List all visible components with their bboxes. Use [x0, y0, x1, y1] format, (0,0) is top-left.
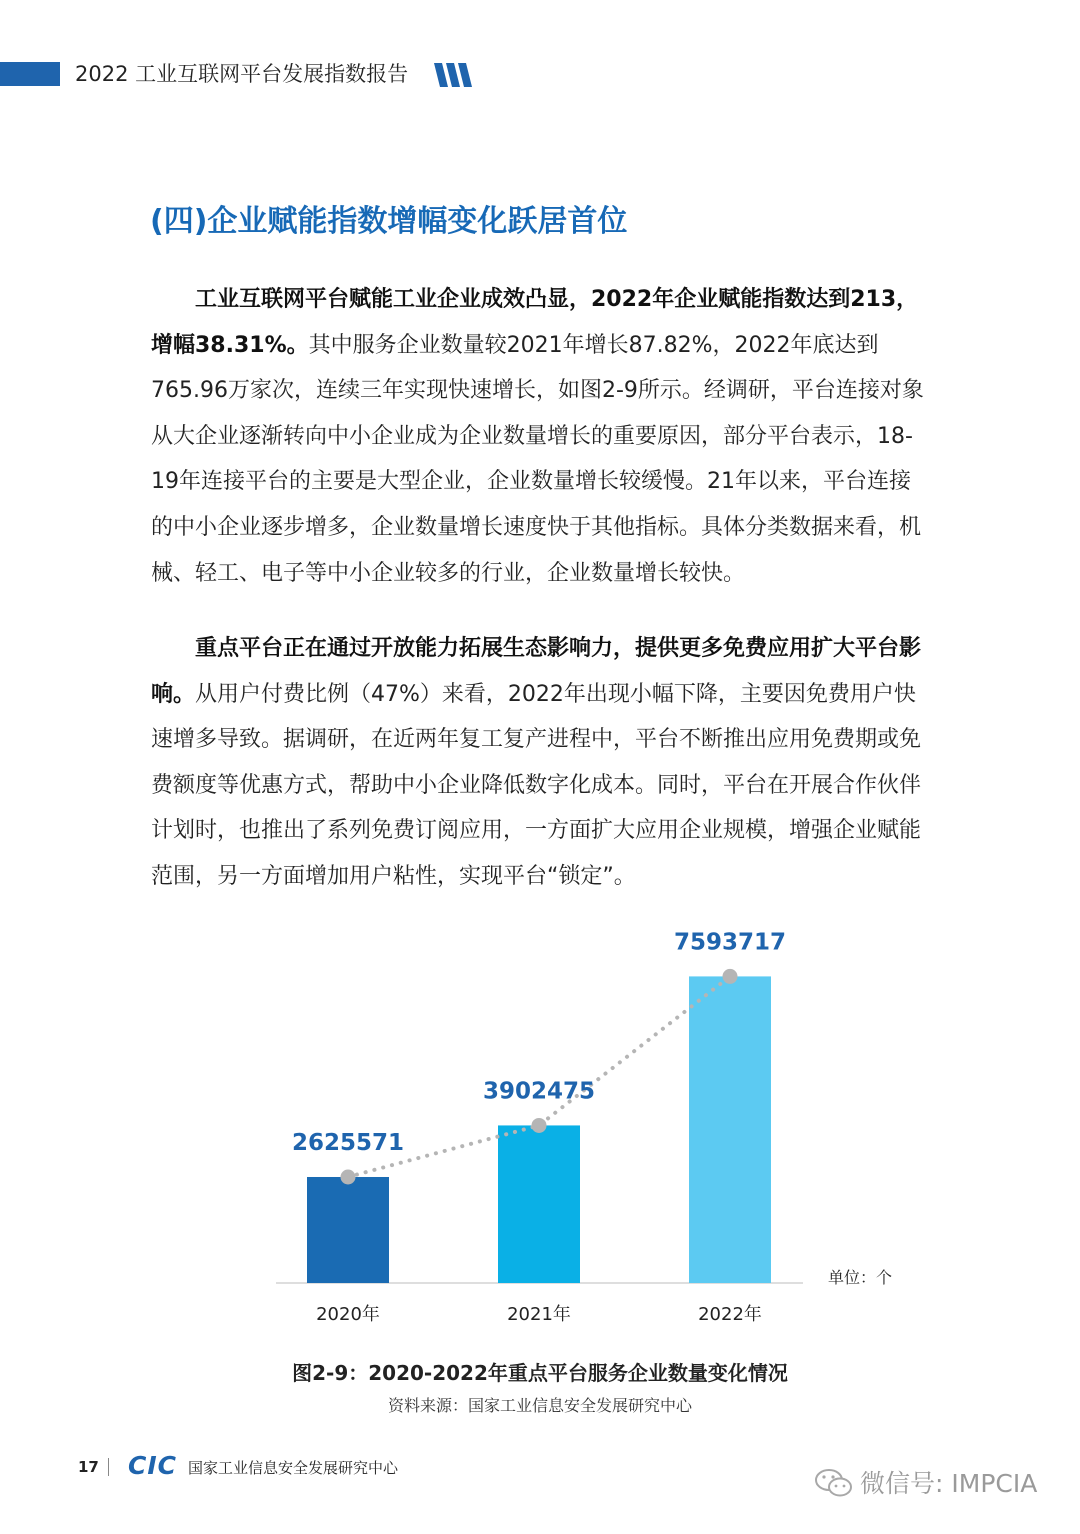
header-slash-mark [432, 63, 472, 87]
trend-point-0 [341, 1169, 356, 1184]
paragraph-1 [151, 277, 931, 596]
data-label-2: 7593717 [673, 929, 787, 956]
paragraph-1-body: 其中服务企业数量较2021年增长87.82%，2022年底达到765.96万家次，连续三年实现快速增长，如图2-9所示。经调研，平台连接对象从大企业逐渐转向中小企业成为企业数量增长的重要原因，部分平台表示，18-19年连接平台的主要是大型企业，企业数量增长较缓慢。21年以来，平台连接的中小企业逐步增多，企业数量增长速度快于其他指标。具体分类数据来看，机械、轻工、电子等中小企业较多的行业，企业数量增长较快。 [151, 332, 924, 586]
bar-1 [498, 1125, 580, 1283]
unit-label: 单位：个 [828, 1268, 893, 1287]
figure-caption: 图2-9：2020-2022年重点平台服务企业数量变化情况 [292, 1361, 788, 1385]
page-number: 17 [78, 1458, 99, 1476]
bar-0 [307, 1177, 389, 1283]
service-enterprise-bar-chart [0, 900, 1080, 1350]
wechat-icon [814, 1468, 854, 1498]
footer-divider [108, 1458, 109, 1476]
x-tick-label-2: 2022年 [698, 1304, 762, 1325]
x-tick-label-1: 2021年 [507, 1304, 571, 1325]
report-header-title: 2022 工业互联网平台发展指数报告 [75, 62, 409, 86]
trend-point-1 [532, 1118, 547, 1133]
paragraph-1-lead: 工业互联网平台赋能工业企业成效凸显，2022年企业赋能指数达到213，增幅38.31%。 [151, 287, 919, 358]
figure-source: 资料来源：国家工业信息安全发展研究中心 [387, 1396, 692, 1415]
data-label-0: 2625571 [291, 1129, 405, 1156]
header-accent-bar [0, 62, 60, 86]
paragraph-2 [151, 626, 931, 900]
paragraph-2-body: 从用户付费比例（47%）来看，2022年出现小幅下降，主要因免费用户快速增多导致。据调研，在近两年复工复产进程中，平台不断推出应用免费期或免费额度等优惠方式，帮助中小企业降低数字化成本。同时，平台在开展合作伙伴计划时，也推出了系列免费订阅应用，一方面扩大应用企业规模，增强企业赋能范围，另一方面增加用户粘性，实现平台“锁定”。 [151, 681, 922, 889]
trend-point-2 [723, 969, 738, 984]
data-label-1: 3902475 [482, 1078, 596, 1105]
paragraph-2-lead: 重点平台正在通过开放能力拓展生态影响力，提供更多免费应用扩大平台影响。 [151, 636, 922, 707]
bar-2 [689, 976, 771, 1283]
cic-logo: CIC [128, 1451, 177, 1480]
section-title: (四)企业赋能指数增幅变化跃居首位 [150, 204, 628, 239]
footer-organization: 国家工业信息安全发展研究中心 [188, 1459, 399, 1477]
x-tick-label-0: 2020年 [316, 1304, 380, 1325]
watermark-text: 微信号: IMPCIA [860, 1469, 1038, 1498]
